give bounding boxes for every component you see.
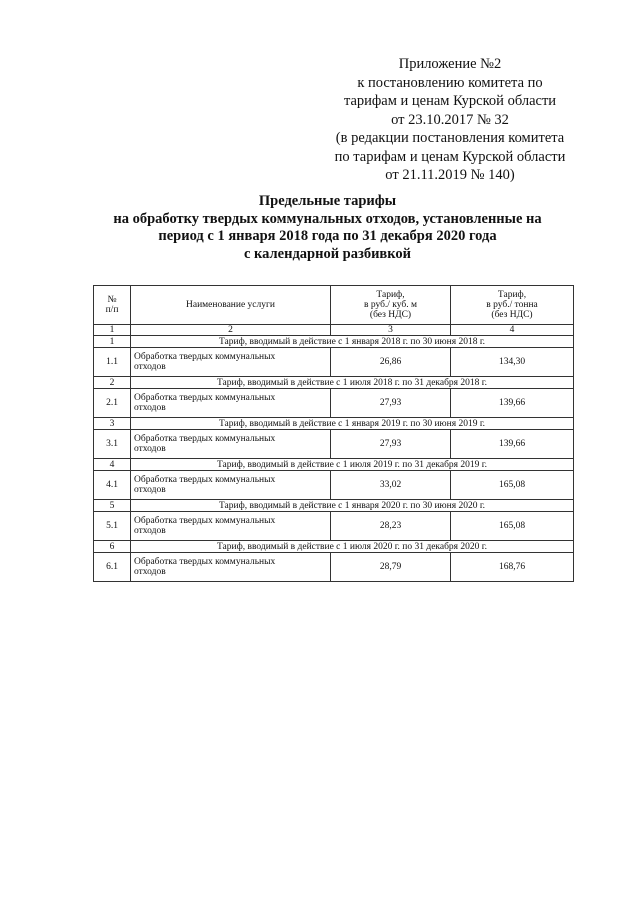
row-num: 3.1 <box>94 430 131 459</box>
header-num: № п/п <box>94 286 131 325</box>
title-line: на обработку твердых коммунальных отходов, установленные на <box>113 210 542 227</box>
row-num: 4.1 <box>94 471 131 500</box>
period-label: Тариф, вводимый в действие с 1 июля 2019 г. по 31 декабря 2019 г. <box>131 459 574 471</box>
appendix-line: Приложение №2 <box>398 56 502 72</box>
table-row <box>94 348 574 377</box>
period-label: Тариф, вводимый в действие с 1 января 2020 г. по 30 июня 2020 г. <box>131 500 574 512</box>
period-label: Тариф, вводимый в действие с 1 января 2019 г. по 30 июня 2019 г. <box>131 418 574 430</box>
appendix-line: от 23.10.2017 № 32 <box>391 111 509 128</box>
column-index-row <box>94 325 574 336</box>
column-index: 1 <box>94 325 131 336</box>
tariff-per-m3: 28,79 <box>331 553 451 582</box>
period-num: 6 <box>94 541 131 553</box>
table-row <box>94 430 574 459</box>
period-row <box>94 459 574 471</box>
appendix-header <box>300 55 600 185</box>
table-row <box>94 471 574 500</box>
service-name: Обработка твердых коммунальных отходов <box>131 348 331 377</box>
table-row <box>94 389 574 418</box>
table-header-row <box>94 286 574 325</box>
document-title <box>60 193 595 263</box>
tariff-per-m3: 26,86 <box>331 348 451 377</box>
tariff-per-ton: 168,76 <box>451 553 574 582</box>
tariff-table <box>93 285 574 582</box>
service-name: Обработка твердых коммунальных отходов <box>131 430 331 459</box>
row-num: 1.1 <box>94 348 131 377</box>
tariff-per-ton: 139,66 <box>451 430 574 459</box>
appendix-line: тарифам и ценам Курской области <box>343 93 557 109</box>
table-row <box>94 553 574 582</box>
header-tariff-per-ton: Тариф, в руб./ тонна (без НДС) <box>451 286 574 325</box>
row-num: 5.1 <box>94 512 131 541</box>
title-line: Предельные тарифы <box>258 193 397 209</box>
period-label: Тариф, вводимый в действие с 1 июля 2018 г. по 31 декабря 2018 г. <box>131 377 574 389</box>
period-label: Тариф, вводимый в действие с 1 января 2018 г. по 30 июня 2018 г. <box>131 336 574 348</box>
tariff-per-ton: 165,08 <box>451 512 574 541</box>
service-name: Обработка твердых коммунальных отходов <box>131 471 331 500</box>
appendix-line: (в редакции постановления комитета <box>335 130 565 146</box>
appendix-line: к постановлению комитета по <box>357 74 543 91</box>
row-num: 6.1 <box>94 553 131 582</box>
period-num: 4 <box>94 459 131 471</box>
column-index: 4 <box>451 325 574 336</box>
period-row <box>94 541 574 553</box>
tariff-per-m3: 28,23 <box>331 512 451 541</box>
period-row <box>94 336 574 348</box>
service-name: Обработка твердых коммунальных отходов <box>131 553 331 582</box>
header-tariff-per-m3: Тариф, в руб./ куб. м (без НДС) <box>331 286 451 325</box>
column-index: 2 <box>131 325 331 336</box>
service-name: Обработка твердых коммунальных отходов <box>131 512 331 541</box>
appendix-line: по тарифам и ценам Курской области <box>334 148 566 165</box>
column-index: 3 <box>331 325 451 336</box>
tariff-per-m3: 33,02 <box>331 471 451 500</box>
title-line: с календарной разбивкой <box>243 245 412 262</box>
title-line: период с 1 января 2018 года по 31 декабря 2020 года <box>158 228 497 244</box>
period-row <box>94 418 574 430</box>
tariff-per-m3: 27,93 <box>331 389 451 418</box>
period-num: 2 <box>94 377 131 389</box>
period-num: 5 <box>94 500 131 512</box>
table-row <box>94 512 574 541</box>
period-label: Тариф, вводимый в действие с 1 июля 2020 г. по 31 декабря 2020 г. <box>131 541 574 553</box>
service-name: Обработка твердых коммунальных отходов <box>131 389 331 418</box>
period-num: 3 <box>94 418 131 430</box>
period-row <box>94 377 574 389</box>
header-service-name: Наименование услуги <box>131 286 331 325</box>
tariff-per-m3: 27,93 <box>331 430 451 459</box>
tariff-per-ton: 139,66 <box>451 389 574 418</box>
row-num: 2.1 <box>94 389 131 418</box>
appendix-line: от 21.11.2019 № 140) <box>385 167 515 183</box>
period-num: 1 <box>94 336 131 348</box>
tariff-per-ton: 165,08 <box>451 471 574 500</box>
tariff-per-ton: 134,30 <box>451 348 574 377</box>
period-row <box>94 500 574 512</box>
